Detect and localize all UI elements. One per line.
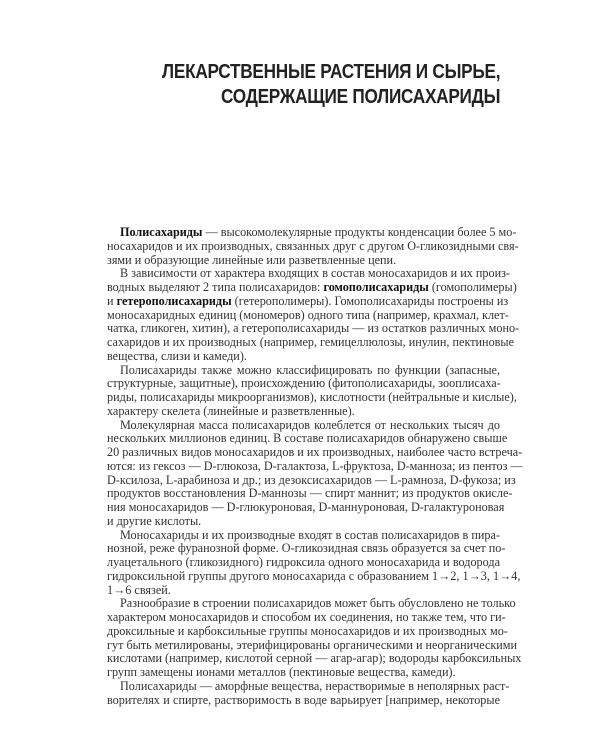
- text-segment: и другие кислоты.: [107, 513, 202, 528]
- text-segment: 1→6 связей.: [107, 582, 171, 597]
- text-line: [107, 637, 518, 653]
- bold-term: Полисахариды: [120, 225, 203, 239]
- text-segment: (гетерополимеры). Гомополисахариды построены из: [231, 293, 509, 308]
- text-segment: Молекулярная масса полисахаридов колеблется от нескольких тысяч до: [120, 417, 500, 432]
- text-line: [107, 584, 500, 598]
- text-line: [107, 666, 500, 680]
- text-line: [107, 364, 500, 378]
- text-line: [107, 596, 516, 611]
- text-line: [107, 529, 500, 543]
- text-segment: зями и образующие линейные или разветвленные цепи.: [107, 252, 397, 267]
- chapter-title-line-2: СОДЕРЖАЩИЕ ПОЛИСАХАРИДЫ: [220, 86, 500, 108]
- text-segment: Моносахариды и их производные входят в состав полисахаридов в пира-: [120, 527, 500, 542]
- paragraph: [107, 527, 521, 598]
- text-segment: групп замещены ионами металлов (пектиновые вещества, камеди).: [107, 665, 456, 679]
- text-segment: 20 различных видов моносахаридов и их производных, наиболее часто встреча-: [107, 445, 523, 459]
- text-line: [107, 293, 509, 309]
- paragraph: [107, 225, 519, 267]
- text-line: [107, 623, 508, 639]
- text-segment: нескольких миллионов единиц. В составе полисахаридов обнаружено свыше: [107, 431, 508, 446]
- text-segment: характером моносахаридов и способом их соединения, но также тем, что ги-: [107, 610, 506, 624]
- text-line: [107, 541, 506, 556]
- text-line: [107, 350, 500, 364]
- bold-term: гетерополисахариды: [116, 293, 232, 308]
- text-segment: характеру скелета (линейные и разветвленные).: [107, 403, 355, 418]
- text-line: [107, 390, 517, 405]
- text-segment: — высокомолекулярные продукты конденсации более 5 мо-: [202, 225, 517, 239]
- text-line: [107, 458, 523, 474]
- paragraph: [107, 417, 523, 529]
- text-line: [107, 419, 500, 433]
- text-segment: Полисахариды также можно классифицировать по функции (запасные,: [120, 362, 500, 377]
- text-segment: кислотами (например, кислотой серной — агар-агар); водороды карбоксильных: [107, 651, 522, 666]
- text-segment: риды, полисахариды микроорганизмов), кислотности (нейтральные и кислые),: [107, 390, 517, 404]
- paragraph: [107, 678, 510, 708]
- text-line: [107, 651, 522, 666]
- text-segment: структурные, защитные), происхождению (фитополисахариды, зооплисаха-: [107, 376, 501, 391]
- text-segment: чатка, гликоген, хитин), а гетерополисахариды — из остатков различных моно-: [107, 321, 520, 336]
- text-line: [107, 225, 517, 240]
- text-line: [107, 254, 500, 268]
- paragraph: [107, 596, 522, 680]
- text-segment: носахаридов и их производных, связанных друг с другом О-гликозидными свя-: [107, 238, 519, 253]
- text-segment: ворителях и спирте, растворимость в воде варьирует [например, некоторые: [107, 692, 500, 707]
- text-line: [107, 486, 513, 501]
- text-segment: и: [107, 293, 117, 308]
- text-segment: D-ксилоза, L-арабиноза и др.; из дезоксисахаридов — L-рамноза, D-фукоза; из: [107, 472, 516, 487]
- text-line: [107, 280, 517, 295]
- text-line: [107, 610, 506, 625]
- text-line: [107, 335, 515, 350]
- text-line: [107, 445, 523, 460]
- text-segment: гут быть метилированы, этерифицированы органическими и неорганическими: [107, 637, 518, 652]
- bold-term: гомополисахариды: [323, 280, 429, 294]
- text-segment: дроксильные и карбоксильные группы моносахаридов и их производных мо-: [107, 623, 508, 638]
- text-line: [107, 694, 500, 708]
- text-line: [107, 500, 505, 515]
- text-segment: луацетального (гликозидного) гидроксила одного моносахарида и водорода: [107, 555, 500, 569]
- text-segment: продуктов восстановления D-маннозы — спирт маннит; из продуктов окисле-: [107, 486, 513, 501]
- text-line: [107, 238, 519, 254]
- paragraph: [107, 362, 517, 419]
- text-line: [107, 431, 508, 446]
- text-segment: моносахаридных единиц (мономеров) одного типа (например, крахмал, клет-: [107, 307, 509, 322]
- text-segment: водных выделяют 2 типа полисахаридов:: [107, 280, 324, 294]
- text-segment: В зависимости от характера входящих в состав моносахаридов и их произ-: [120, 266, 510, 281]
- text-segment: нозной, реже фуранозной форме. О-гликозидная связь образуется за счет по-: [107, 541, 506, 556]
- text-line: [107, 307, 509, 323]
- text-line: [107, 678, 510, 694]
- paragraph: [107, 266, 520, 363]
- chapter-title-line-1: ЛЕКАРСТВЕННЫЕ РАСТЕНИЯ И СЫРЬЕ,: [161, 61, 500, 83]
- text-line: [107, 321, 520, 336]
- text-segment: Разнообразие в строении полисахаридов может быть обусловлено не только: [120, 596, 516, 611]
- chapter-title: [162, 60, 500, 110]
- text-segment: ются: из гексоз — D-глюкоза, D-галактоза, L-фруктоза, D-манноза; из пентоз —: [107, 458, 523, 473]
- text-segment: Полисахариды — аморфные вещества, нерастворимые в неполярных раст-: [120, 678, 510, 693]
- text-line: [107, 472, 516, 488]
- text-line: [107, 266, 510, 281]
- text-line: [107, 515, 500, 529]
- text-segment: (гомополимеры): [428, 280, 517, 294]
- text-line: [107, 556, 500, 570]
- text-line: [107, 405, 500, 419]
- text-segment: сахаридов и их производных (например, гемицеллюлозы, инулин, пектиновые: [107, 335, 515, 349]
- text-segment: гидроксильной группы другого моносахарида с образованием 1→2, 1→3, 1→4,: [107, 568, 521, 583]
- text-line: [107, 568, 521, 584]
- text-line: [107, 377, 500, 391]
- body-text: [107, 225, 523, 707]
- text-segment: вещества, слизи и камеди).: [107, 348, 247, 363]
- text-segment: ния моносахаридов — D-глюкуроновая, D-маннуроновая, D-галактуроновая: [107, 500, 505, 514]
